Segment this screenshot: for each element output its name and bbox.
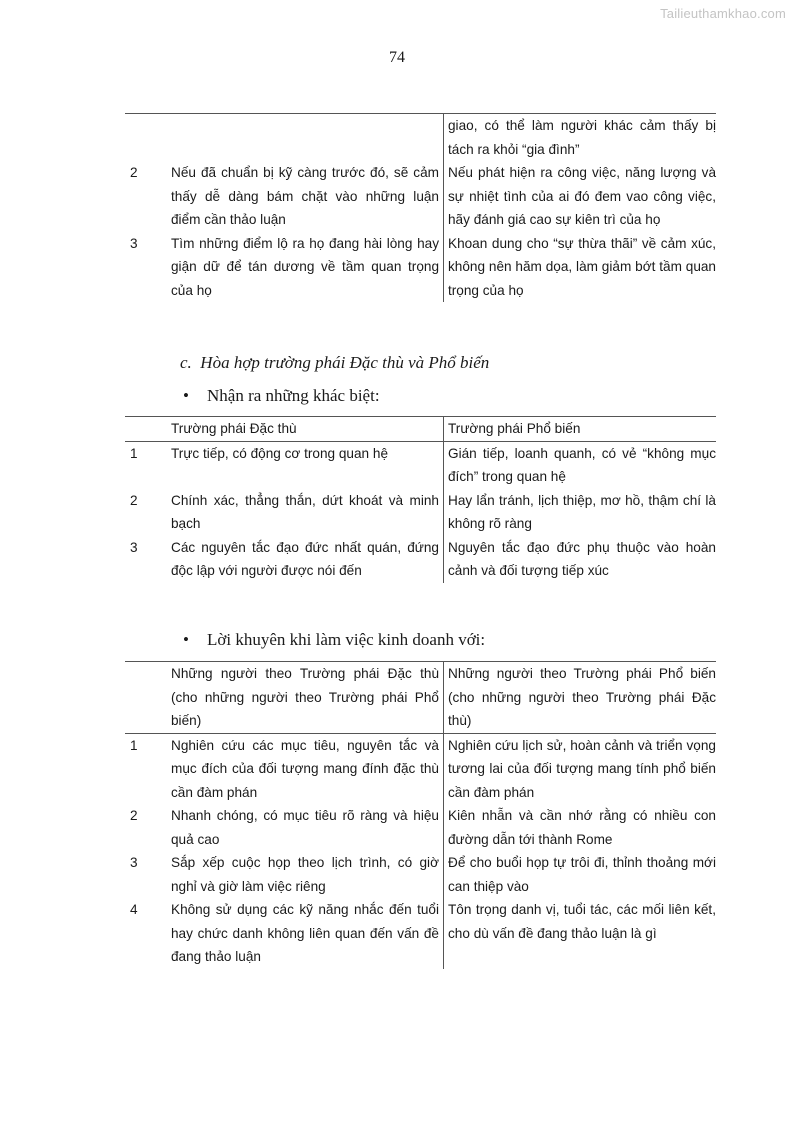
table-row [125, 898, 716, 969]
left-cell: Nếu đã chuẩn bị kỹ càng trước đó, sẽ cảm thấy dễ dàng bám chặt vào những luận điểm cần thảo luận [171, 165, 439, 227]
right-cell: Để cho buổi họp tự trôi đi, thỉnh thoảng mới can thiệp vào [444, 851, 717, 898]
row-number: 3 [130, 855, 138, 870]
bullet-icon: • [183, 386, 189, 405]
table-header [125, 417, 716, 442]
bullet-text: Nhận ra những khác biệt: [207, 386, 380, 405]
row-number: 2 [130, 808, 138, 823]
row-number: 3 [130, 235, 138, 251]
header-left: Những người theo Trường phái Đặc thù (cho những người theo Trường phái Phổ biến) [171, 662, 444, 734]
bullet-icon: • [183, 630, 189, 649]
right-cell: Kiên nhẫn và cần nhớ rằng có nhiều con đường dẫn tới thành Rome [444, 804, 717, 851]
left-cell: Nghiên cứu các mục tiêu, nguyên tắc và mục đích của đối tượng mang đính đặc thù cần đàm phán [171, 737, 439, 800]
right-cell: Nếu phát hiện ra công việc, năng lượng và sự nhiệt tình của ai đó đem vao công việc, hãy đánh giá cao sự kiên trì của họ [444, 161, 717, 232]
table-row [125, 114, 716, 162]
row-number: 2 [130, 165, 138, 180]
left-cell: Các nguyên tắc đạo đức nhất quán, đứng độc lập với người được nói đến [171, 539, 439, 578]
right-cell: giao, có thể làm người khác cảm thấy bị tách ra khỏi “gia đình” [444, 114, 717, 162]
header-number [125, 662, 171, 734]
table-row [125, 851, 716, 898]
section-heading [180, 353, 489, 373]
page-number: 74 [389, 49, 405, 66]
table-row [125, 161, 716, 232]
table-row [125, 232, 716, 303]
table-differences [125, 416, 716, 583]
table-advice [125, 661, 716, 969]
left-cell: Chính xác, thẳng thắn, dứt khoát và minh bạch [171, 492, 439, 531]
right-cell: Hay lẩn tránh, lịch thiệp, mơ hồ, thậm chí là không rõ ràng [444, 489, 717, 536]
left-cell: Sắp xếp cuộc họp theo lịch trình, có giờ nghỉ và giờ làm việc riêng [171, 855, 439, 894]
table-row [125, 489, 716, 536]
row-number: 3 [130, 539, 138, 555]
left-cell [171, 114, 444, 162]
row-number: 4 [130, 902, 138, 917]
bullet-advice [183, 630, 485, 650]
row-number: 2 [130, 492, 138, 508]
header-number [125, 417, 171, 442]
right-cell: Nghiên cứu lịch sử, hoàn cảnh và triển vọng tương lai của đối tượng mang tính phổ biến cần đàm phán [444, 733, 717, 804]
bullet-text: Lời khuyên khi làm việc kinh doanh với: [207, 630, 486, 649]
table-row [125, 733, 716, 804]
header-left: Trường phái Đặc thù [171, 417, 444, 442]
table-header [125, 662, 716, 734]
right-cell: Nguyên tắc đạo đức phụ thuộc vào hoàn cảnh và đối tượng tiếp xúc [444, 536, 717, 583]
left-cell: Nhanh chóng, có mục tiêu rõ ràng và hiệu quả cao [171, 808, 439, 847]
row-number: 1 [130, 445, 138, 461]
watermark: Tailieuthamkhao.com [660, 6, 786, 21]
row-number: 1 [130, 737, 138, 753]
table-row [125, 441, 716, 489]
row-number [125, 114, 171, 162]
left-cell: Tìm những điểm lộ ra họ đang hài lòng hay giận dữ để tán dương về tầm quan trọng của họ [171, 235, 439, 298]
section-label: c. [180, 353, 192, 372]
right-cell: Khoan dung cho “sự thừa thãi” về cảm xúc, không nên hăm dọa, làm giảm bớt tầm quan trọng của họ [444, 232, 717, 303]
section-title: Hòa hợp trường phái Đặc thù và Phổ biến [200, 353, 490, 372]
header-right: Trường phái Phổ biến [444, 417, 717, 442]
left-cell: Không sử dụng các kỹ năng nhắc đến tuổi hay chức danh không liên quan đến vấn đề đang thảo luận [171, 902, 439, 964]
header-right: Những người theo Trường phái Phổ biến (cho những người theo Trường phái Đặc thù) [444, 662, 717, 734]
right-cell: Gián tiếp, loanh quanh, có vẻ “không mục đích” trong quan hệ [444, 441, 717, 489]
table-row [125, 804, 716, 851]
left-cell: Trực tiếp, có động cơ trong quan hệ [171, 445, 389, 461]
table-row [125, 536, 716, 583]
right-cell: Tôn trọng danh vị, tuổi tác, các mối liên kết, cho dù vấn đề đang thảo luận là gì [444, 898, 717, 969]
bullet-differences [183, 386, 380, 406]
table-continued [125, 113, 716, 302]
